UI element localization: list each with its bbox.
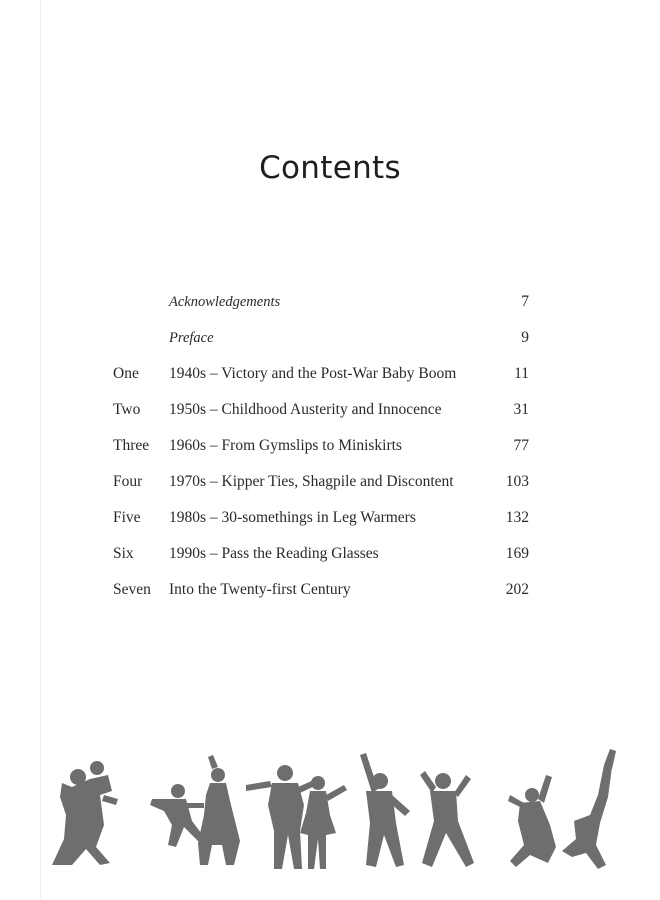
toc-entry-title: 1950s – Childhood Austerity and Innocence	[169, 401, 442, 418]
breakdancer-silhouette	[562, 749, 616, 869]
toc-entry-page: 11	[514, 365, 529, 382]
table-of-contents	[113, 290, 531, 614]
toc-entry-page: 31	[513, 401, 529, 418]
toc-entry-number: Two	[113, 401, 141, 418]
toc-entry-title: 1940s – Victory and the Post-War Baby Boom	[169, 365, 457, 382]
toc-entry-title: 1970s – Kipper Ties, Shagpile and Discontent	[169, 473, 454, 490]
ballroom-couple-silhouette	[52, 761, 118, 865]
toc-entry-page: 202	[505, 581, 529, 598]
toc-entry-title: Acknowledgements	[169, 294, 281, 310]
toc-entry-chapter-one[interactable]	[113, 362, 531, 398]
toc-entry-chapter-five[interactable]	[113, 506, 531, 542]
toc-entry-chapter-seven[interactable]	[113, 578, 531, 614]
toc-entry-chapter-four[interactable]	[113, 470, 531, 506]
toc-entry-title: Preface	[169, 330, 214, 346]
toc-entry-page: 77	[513, 437, 529, 454]
page-title: Contents	[259, 150, 401, 186]
toc-entry-page: 103	[505, 473, 529, 490]
eighties-dancer-silhouette	[508, 775, 556, 867]
toc-entry-number: Six	[113, 545, 134, 562]
toc-entry-title: 1990s – Pass the Reading Glasses	[169, 545, 379, 562]
toc-entry-page: 7	[521, 293, 529, 310]
toc-entry-number: One	[113, 365, 139, 382]
sixties-couple-silhouette	[246, 765, 347, 869]
toc-entry-number: Five	[113, 509, 141, 526]
toc-entry-chapter-six[interactable]	[113, 542, 531, 578]
toc-entry-chapter-three[interactable]	[113, 434, 531, 470]
toc-entry-title: 1980s – 30-somethings in Leg Warmers	[169, 509, 416, 526]
toc-entry-chapter-two[interactable]	[113, 398, 531, 434]
toc-entry-number: Four	[113, 473, 143, 490]
disco-dancer-silhouette	[360, 753, 410, 867]
toc-entry-preface[interactable]	[113, 326, 531, 362]
toc-entry-number: Seven	[113, 581, 151, 598]
toc-entry-page: 9	[521, 329, 529, 346]
toc-entry-title: Into the Twenty-first Century	[169, 581, 351, 598]
dancing-silhouettes-icon	[0, 735, 660, 885]
toc-entry-acknowledgements[interactable]	[113, 290, 531, 326]
toc-entry-page: 169	[505, 545, 529, 562]
toc-entry-title: 1960s – From Gymslips to Miniskirts	[169, 437, 402, 454]
jiving-couple-silhouette	[150, 755, 240, 865]
seventies-dancer-silhouette	[420, 771, 474, 867]
toc-entry-number: Three	[113, 437, 150, 454]
toc-entry-page: 132	[505, 509, 529, 526]
